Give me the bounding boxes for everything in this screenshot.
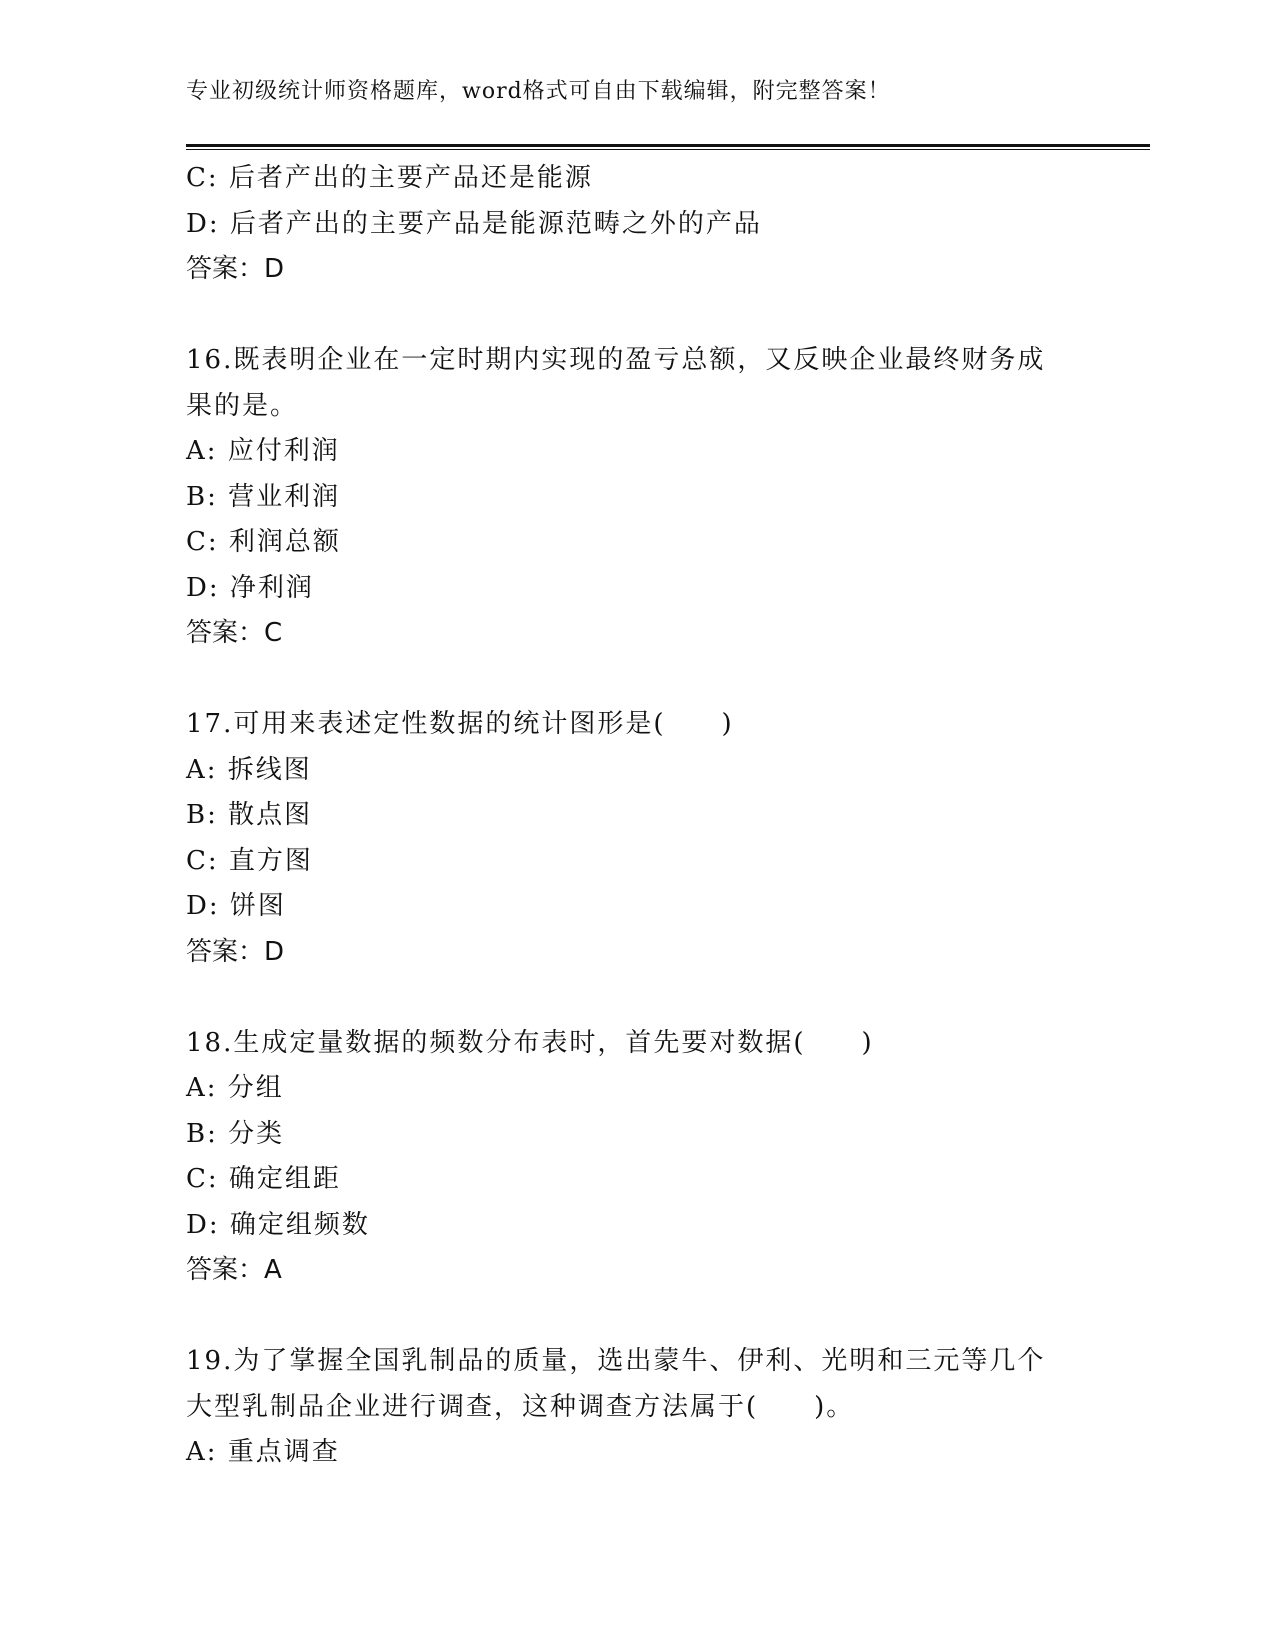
question-stem-16-cont: 果的是。 bbox=[186, 390, 299, 421]
option-line: C: 直方图 bbox=[186, 845, 313, 876]
option-line: A: 分组 bbox=[186, 1073, 284, 1103]
answer-line: 答案：D bbox=[186, 254, 285, 284]
option-line: A: 重点调查 bbox=[186, 1437, 340, 1467]
option-line: B: 分类 bbox=[186, 1118, 285, 1149]
header-rule-thin bbox=[186, 149, 1150, 150]
question-stem-19: 19.为了掌握全国乳制品的质量，选出蒙牛、伊利、光明和三元等几个 bbox=[186, 1346, 1046, 1376]
spacer bbox=[186, 657, 1086, 703]
option-line: A: 应付利润 bbox=[186, 436, 340, 466]
question-content bbox=[186, 156, 1086, 1476]
spacer bbox=[186, 293, 1086, 339]
answer-line: 答案：C bbox=[186, 618, 283, 648]
option-line: D: 后者产出的主要产品是能源范畴之外的产品 bbox=[186, 208, 762, 239]
option-line: D: 净利润 bbox=[186, 572, 314, 603]
question-stem-16: 16.既表明企业在一定时期内实现的盈亏总额，又反映企业最终财务成 bbox=[186, 345, 1046, 375]
question-stem-18: 18.生成定量数据的频数分布表时，首先要对数据( ) bbox=[186, 1027, 874, 1058]
answer-line: 答案：D bbox=[186, 936, 285, 967]
option-line: A: 拆线图 bbox=[186, 754, 312, 785]
answer-line: 答案：A bbox=[186, 1255, 282, 1285]
option-line: C: 后者产出的主要产品还是能源 bbox=[186, 163, 593, 193]
page-header: 专业初级统计师资格题库，word格式可自由下载编辑，附完整答案！ bbox=[186, 79, 891, 104]
option-line: B: 营业利润 bbox=[186, 481, 341, 512]
header-rule-thick bbox=[186, 144, 1150, 147]
spacer bbox=[186, 975, 1086, 1021]
question-stem-19-cont: 大型乳制品企业进行调查，这种调查方法属于( )。 bbox=[186, 1391, 855, 1422]
question-stem-17: 17.可用来表述定性数据的统计图形是( ) bbox=[186, 709, 734, 739]
option-line: D: 饼图 bbox=[186, 891, 286, 921]
option-line: D: 确定组频数 bbox=[186, 1209, 370, 1240]
option-line: B: 散点图 bbox=[186, 800, 313, 830]
option-line: C: 利润总额 bbox=[186, 527, 341, 557]
option-line: C: 确定组距 bbox=[186, 1164, 341, 1194]
spacer bbox=[186, 1294, 1086, 1340]
